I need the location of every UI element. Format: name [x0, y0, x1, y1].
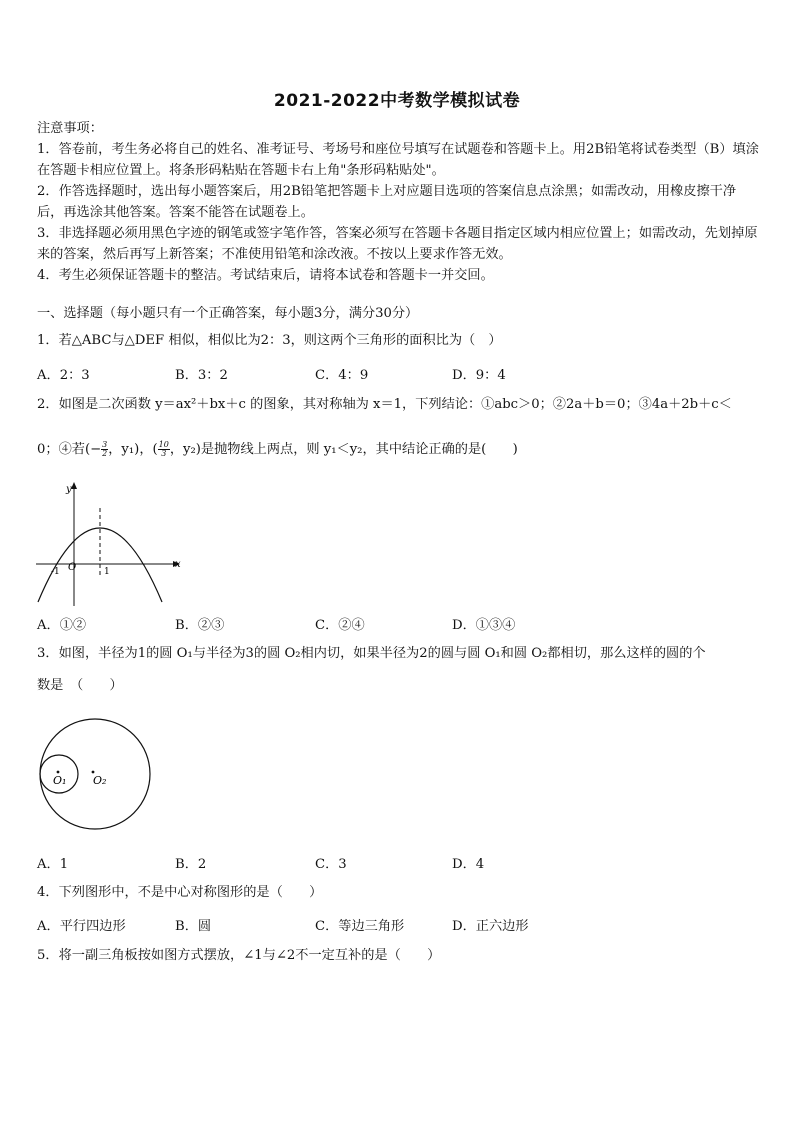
y-axis-arrow-icon: [71, 482, 77, 489]
section-heading: 一、选择题（每小题只有一个正确答案，每小题3分，满分30分）: [37, 306, 419, 321]
q4-option-c[interactable]: C．等边三角形: [315, 919, 405, 934]
q1-option-c[interactable]: C．4：9: [315, 368, 369, 383]
question-5-stem: 5．将一副三角板按如图方式摆放，∠1与∠2不一定互补的是（ ）: [37, 948, 441, 963]
q2-option-a[interactable]: A．①②: [37, 618, 87, 633]
question-2-stem-line-1: 2．如图是二次函数 y＝ax²＋bx＋c 的图象，其对称轴为 x＝1，下列结论：①abc＞0；②2a＋b＝0；③4a＋2b＋c＜: [37, 397, 732, 412]
neg-one-label: -1: [51, 567, 60, 577]
one-label: 1: [104, 567, 110, 577]
origin-label: O: [68, 562, 77, 573]
q4-option-d[interactable]: D．正六边形: [452, 919, 529, 934]
notice-line-1: 1．答卷前，考生务必将自己的姓名、准考证号、考场号和座位号填写在试题卷和答题卡上。用2B铅笔将试卷类型（B）填涂在答题卡相应位置上。将条形码粘贴在答题卡右上角"条形码粘贴处"。: [37, 142, 759, 178]
q2-text-part-b: ，y₁)，(: [108, 442, 158, 457]
notice-line-2: 2．作答选择题时，选出每小题答案后，用2B铅笔把答题卡上对应题目选项的答案信息点涂黑；如需改动，用橡皮擦干净后，再选涂其他答案。答案不能答在试题卷上。: [37, 184, 737, 220]
notice-line-4: 4．考生必须保证答题卡的整洁。考试结束后，请将本试卷和答题卡一并交回。: [37, 268, 494, 283]
question-3-options: [37, 853, 762, 873]
y-axis-label: y: [66, 484, 72, 495]
q3-option-c[interactable]: C．3: [315, 857, 347, 872]
q3-option-a[interactable]: A．1: [37, 857, 69, 872]
notice-line-3: 3．非选择题必须用黑色字迹的钢笔或签字笔作答，答案必须写在答题卡各题目指定区域内相应位置上；如需改动，先划掉原来的答案，然后再写上新答案；不准使用铅笔和涂改液。不按以上要求作答无效。: [37, 226, 758, 262]
q1-option-b[interactable]: B．3：2: [175, 368, 228, 383]
question-4-options: [37, 915, 762, 935]
exam-title: 2021-2022中考数学模拟试卷: [273, 91, 521, 111]
fraction-2-numerator: 10: [158, 440, 169, 449]
question-3-stem-line-1: 3．如图，半径为1的圆 O₁与半径为3的圆 O₂相内切，如果半径为2的圆与圆 O₁和圆 O₂都相切，那么这样的圆的个: [37, 646, 706, 661]
q3-option-b[interactable]: B．2: [175, 857, 207, 872]
q2-option-b[interactable]: B．②③: [175, 618, 225, 633]
q3-option-d[interactable]: D．4: [452, 857, 485, 872]
fraction-1-denominator: 2: [102, 449, 108, 458]
center-o1-dot: [57, 771, 60, 774]
fraction-1-numerator: 3: [102, 440, 108, 449]
question-4-stem: 4．下列图形中，不是中心对称图形的是（ ）: [37, 885, 323, 900]
notice-section: [37, 118, 759, 286]
q2-option-d[interactable]: D．①③④: [452, 618, 516, 633]
q2-text-part-a: 0；④若(−: [37, 442, 102, 457]
q1-option-a[interactable]: A．2：3: [37, 368, 90, 383]
question-1-options: [37, 364, 762, 384]
center-o2-dot: [92, 771, 95, 774]
fraction-2-denominator: 3: [161, 449, 167, 458]
q4-option-b[interactable]: B．圆: [175, 919, 212, 934]
q2-text-part-c: ，y₂)是抛物线上两点，则 y₁＜y₂，其中结论正确的是( ): [169, 442, 518, 457]
circles-figure: [30, 714, 160, 838]
label-o1: O₁: [53, 774, 67, 787]
q1-option-d[interactable]: D．9：4: [452, 368, 506, 383]
label-o2: O₂: [93, 774, 107, 787]
question-2-stem-line-2: [37, 440, 762, 460]
x-axis-label: x: [175, 559, 181, 570]
question-3-stem-line-2: 数是 （ ）: [37, 678, 123, 693]
fraction-ten-thirds: [158, 441, 170, 458]
q4-option-a[interactable]: A．平行四边形: [37, 919, 126, 934]
q2-option-c[interactable]: C．②④: [315, 618, 365, 633]
parabola-graph: [30, 478, 190, 608]
notice-heading: 注意事项：: [37, 121, 103, 136]
question-1-stem: 1．若△ABC与△DEF 相似，相似比为2：3，则这两个三角形的面积比为（ ）: [37, 333, 502, 348]
question-2-options: [37, 614, 762, 634]
